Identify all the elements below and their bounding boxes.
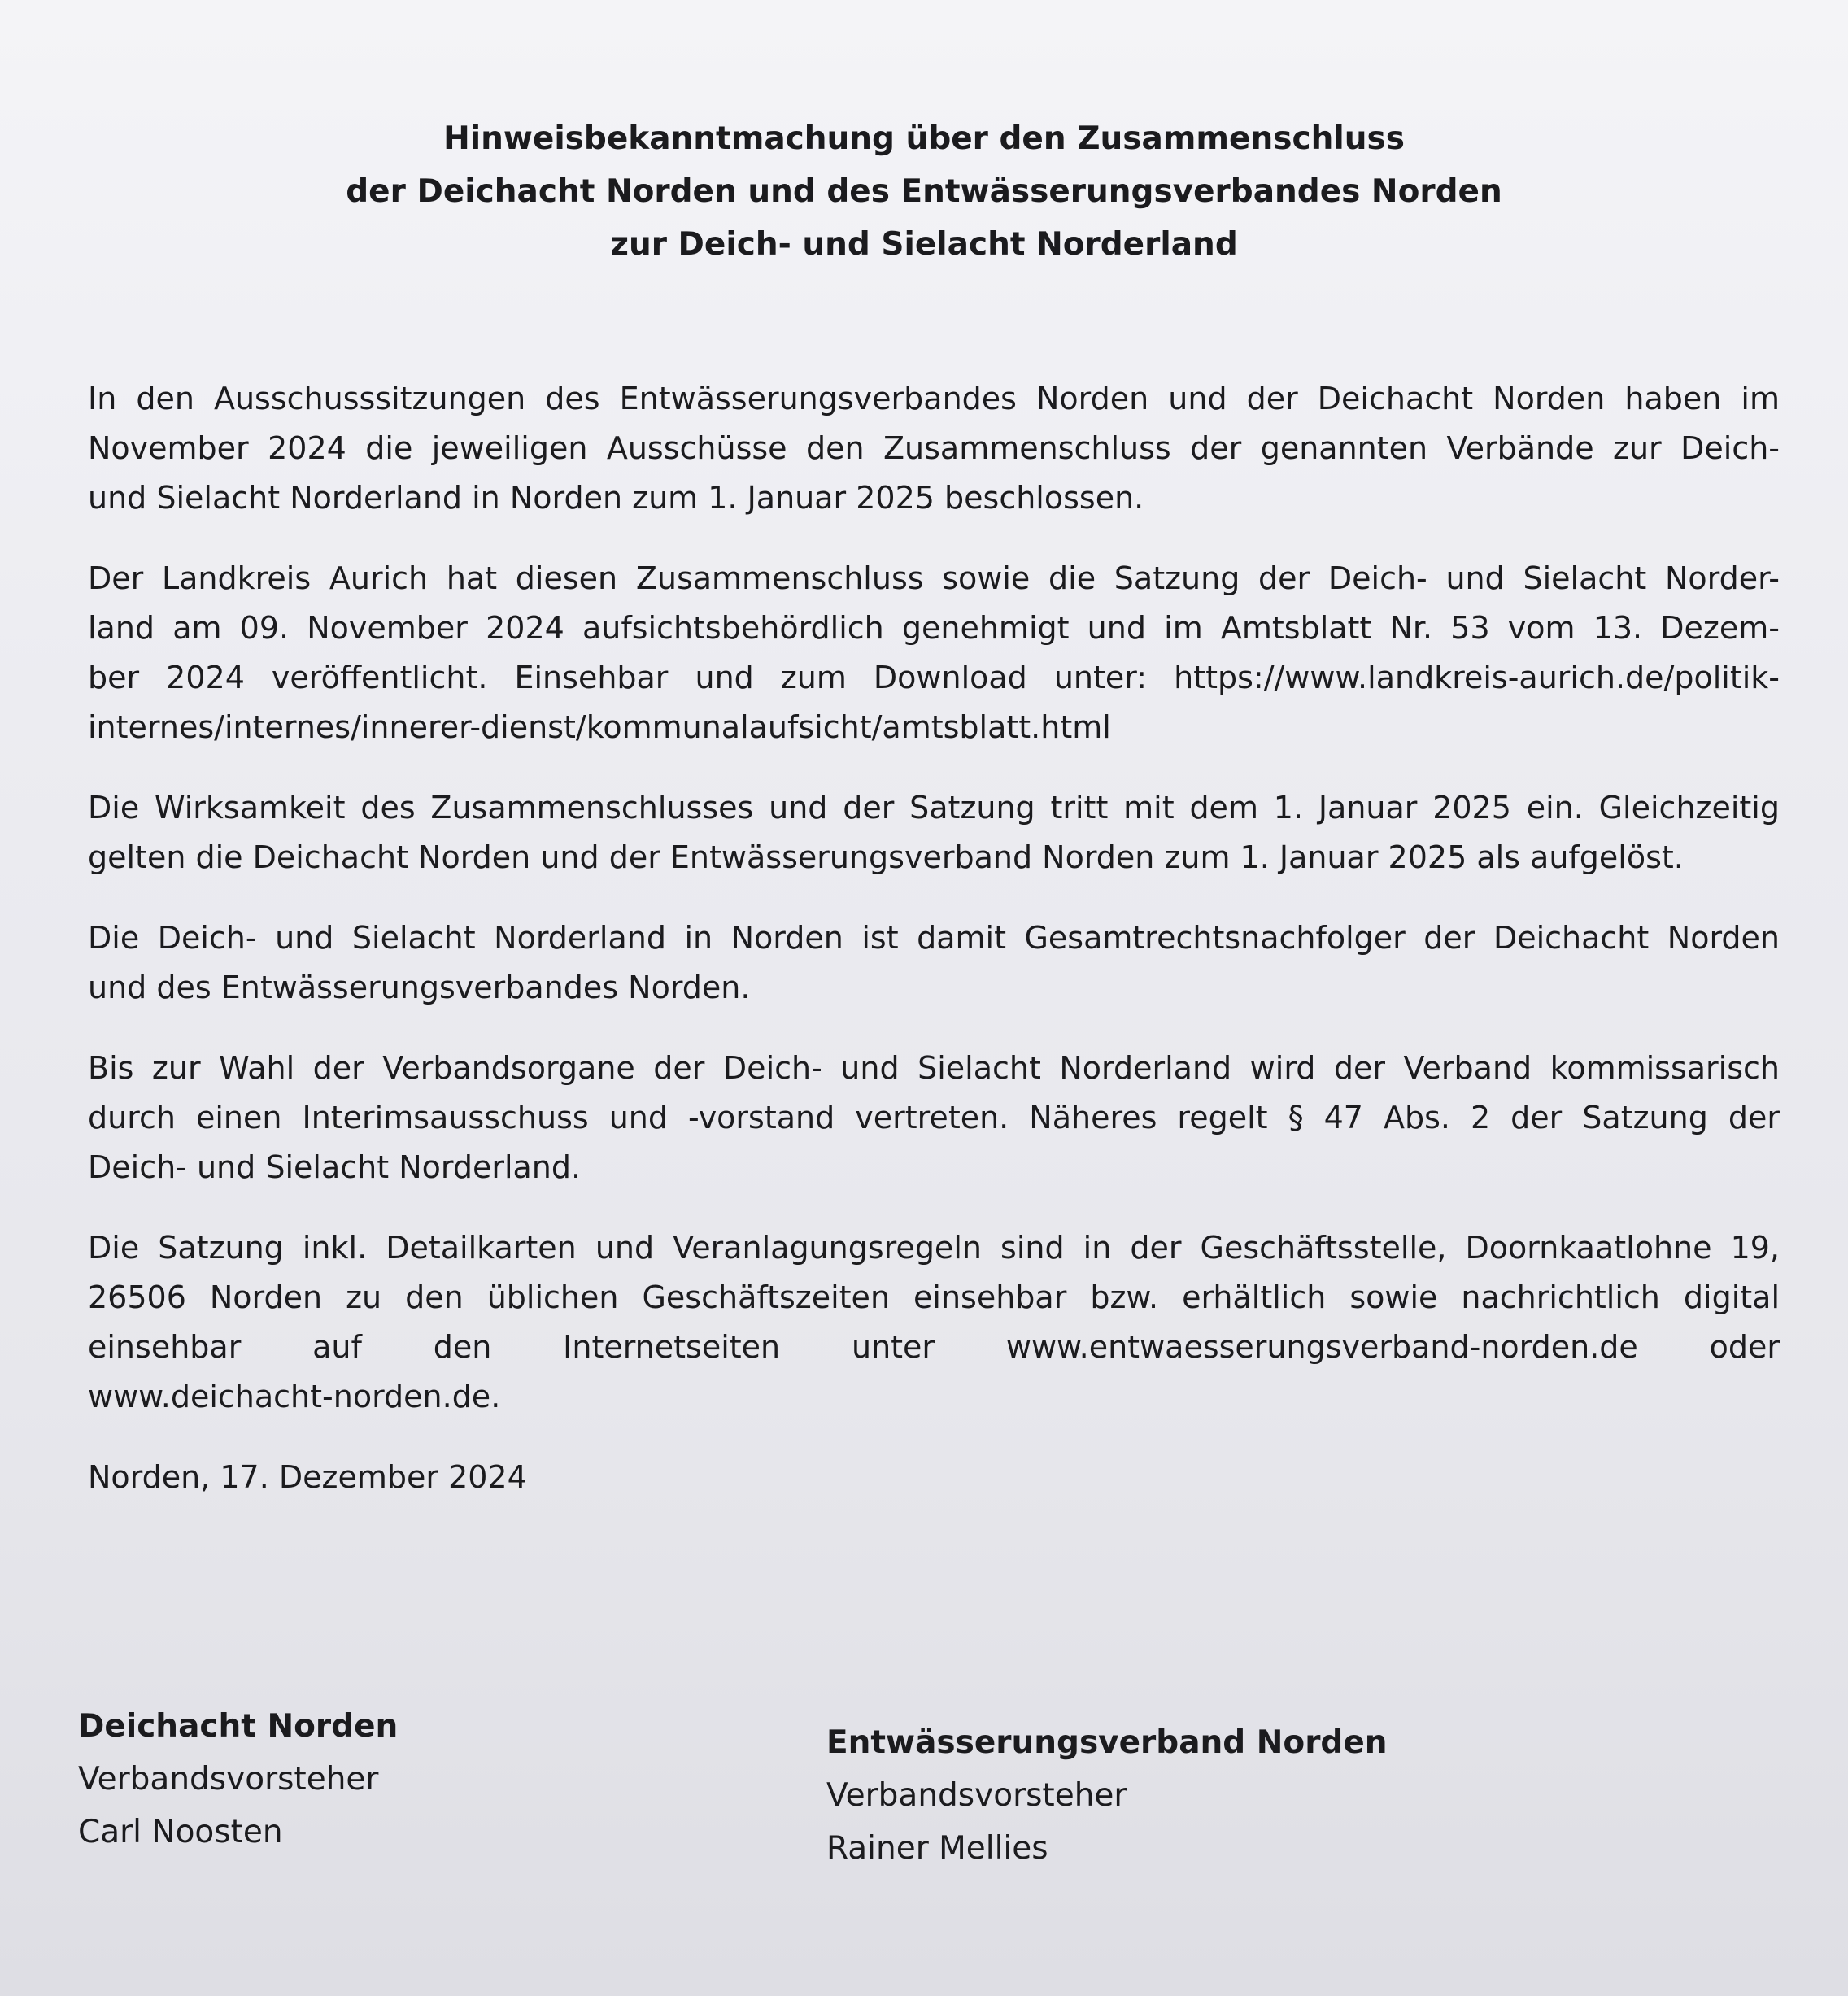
signature-organization: Deichacht Norden bbox=[78, 1708, 399, 1745]
text-line: November 2024 die jeweiligen Ausschüsse den Zusammenschluss der genannten Verbände zur Deich- bbox=[88, 430, 1780, 466]
title-line-3: zur Deich- und Sielacht Norderland bbox=[610, 226, 1238, 263]
signature-name: Carl Noosten bbox=[78, 1814, 283, 1850]
date-line: Norden, 17. Dezember 2024 bbox=[88, 1459, 527, 1495]
paragraph-interim bbox=[88, 1044, 1780, 1192]
signature-organization: Entwässerungsverband Norden bbox=[826, 1724, 1388, 1761]
text-line: Die Wirksamkeit des Zusammenschlusses und der Satzung tritt mit dem 1. Januar 2025 ein. Gleichzeitig bbox=[88, 790, 1780, 826]
paragraph-resolution bbox=[88, 374, 1780, 523]
title-line-2: der Deichacht Norden und des Entwässerungsverbandes Norden bbox=[346, 173, 1502, 210]
text-line: Die Satzung inkl. Detailkarten und Veranlagungsregeln sind in der Geschäftsstelle, Doornkaatlohne 19, bbox=[88, 1230, 1780, 1266]
text-line: Bis zur Wahl der Verbandsorgane der Deich- und Sielacht Norderland wird der Verband kommissarisch bbox=[88, 1050, 1780, 1086]
text-line: einsehbar auf den Internetseiten unter www.entwaesserungsverband-norden.de oder bbox=[88, 1329, 1780, 1365]
document-title bbox=[0, 112, 1848, 271]
text-line: Deich- und Sielacht Norderland. bbox=[88, 1149, 582, 1185]
document-body bbox=[88, 374, 1780, 1533]
text-line: gelten die Deichacht Norden und der Entwässerungsverband Norden zum 1. Januar 2025 als aufgelöst. bbox=[88, 839, 1684, 875]
paragraph-approval bbox=[88, 554, 1780, 752]
signature-entwaesserungsverband bbox=[826, 1716, 1388, 1875]
text-line: Die Deich- und Sielacht Norderland in Norden ist damit Gesamtrechtsnachfolger der Deichacht Norden bbox=[88, 920, 1780, 956]
text-line: In den Ausschusssitzungen des Entwässerungsverbandes Norden und der Deichacht Norden haben im bbox=[88, 381, 1780, 416]
signature-name: Rainer Mellies bbox=[826, 1830, 1048, 1867]
text-line: und Sielacht Norderland in Norden zum 1. Januar 2025 beschlossen. bbox=[88, 480, 1144, 516]
text-line: 26506 Norden zu den üblichen Geschäftszeiten einsehbar bzw. erhältlich sowie nachrichtlich digital bbox=[88, 1279, 1780, 1315]
text-line: Der Landkreis Aurich hat diesen Zusammenschluss sowie die Satzung der Deich- und Sielacht Norder- bbox=[88, 560, 1780, 596]
text-line: durch einen Interimsausschuss und -vorstand vertreten. Näheres regelt § 47 Abs. 2 der Satzung der bbox=[88, 1100, 1780, 1135]
text-line: land am 09. November 2024 aufsichtsbehördlich genehmigt und im Amtsblatt Nr. 53 vom 13. Dezem- bbox=[88, 610, 1780, 646]
paragraph-successor bbox=[88, 913, 1780, 1013]
paragraph-statute-access bbox=[88, 1223, 1780, 1422]
signature-deichacht bbox=[78, 1700, 398, 1859]
text-line: ber 2024 veröffentlicht. Einsehbar und zum Download unter: https://www.landkreis-aurich.de/politik- bbox=[88, 660, 1780, 695]
text-line: internes/internes/innerer-dienst/kommunalaufsicht/amtsblatt.html bbox=[88, 709, 1111, 745]
title-line-1: Hinweisbekanntmachung über den Zusammenschluss bbox=[443, 120, 1405, 157]
text-line: und des Entwässerungsverbandes Norden. bbox=[88, 970, 751, 1005]
paragraph-effective-date bbox=[88, 783, 1780, 883]
signature-role: Verbandsvorsteher bbox=[826, 1777, 1127, 1814]
text-line: www.deichacht-norden.de. bbox=[88, 1379, 501, 1414]
signature-role: Verbandsvorsteher bbox=[78, 1761, 379, 1798]
